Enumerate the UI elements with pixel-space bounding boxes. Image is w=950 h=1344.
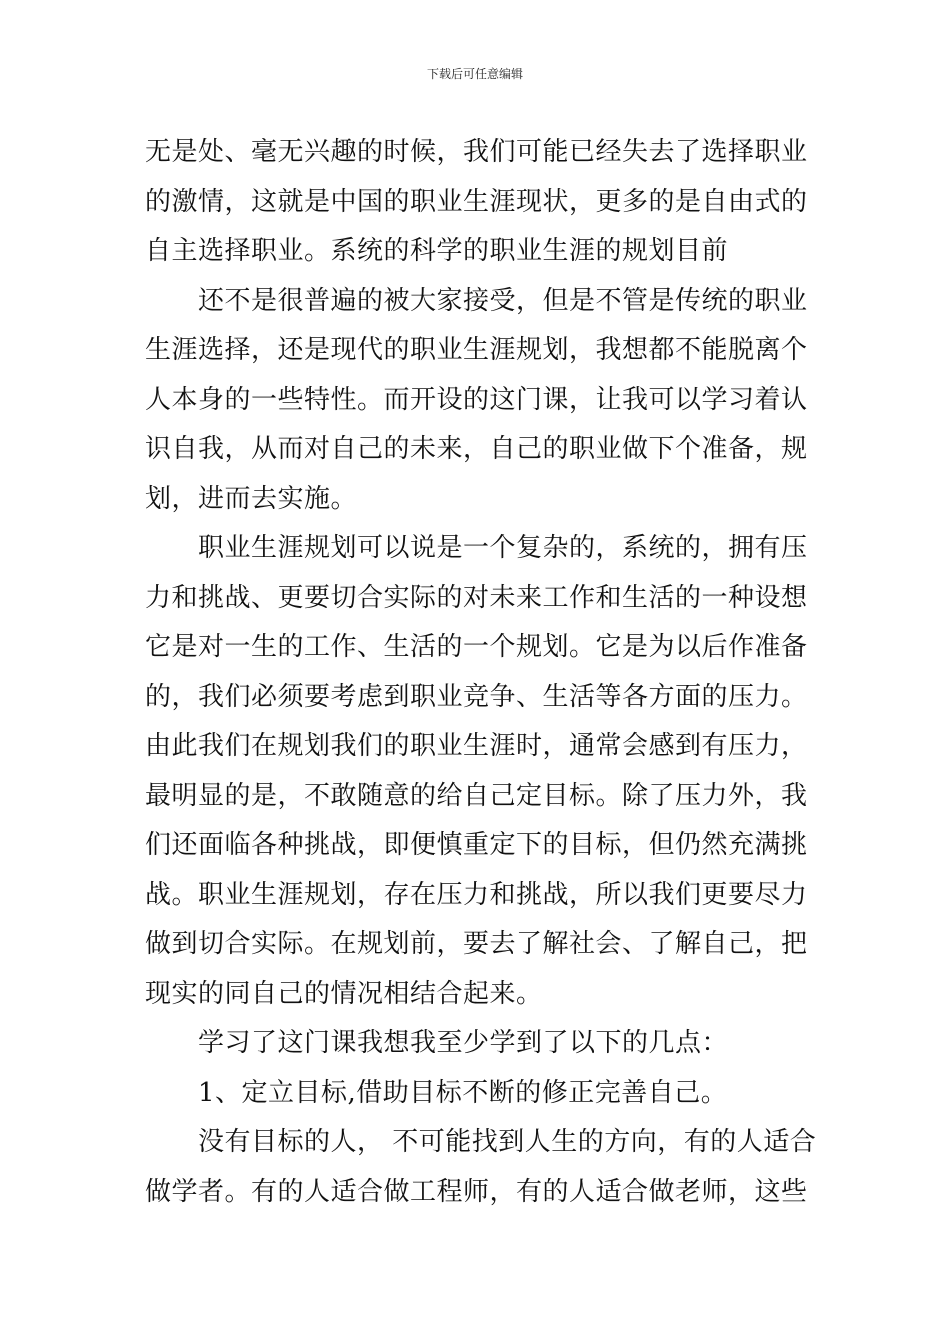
document-body — [145, 128, 817, 1217]
text-line: 无是处、毫无兴趣的时候，我们可能已经失去了选择职业 — [145, 137, 808, 167]
text-line: 划，进而去实施。 — [145, 483, 358, 514]
text-line: 们还面临各种挑战，即便慎重定下的目标，但仍然充满挑 — [145, 830, 808, 860]
text-line: 最明显的是，不敢随意的给自己定目标。除了压力外，我 — [145, 780, 808, 811]
page-header: 下载后可任意编辑 — [426, 67, 523, 81]
text-line: 的激情，这就是中国的职业生涯现状，更多的是自由式的 — [145, 186, 808, 217]
list-item-line: 1、定立目标,借助目标不断的修正完善自己。 — [198, 1077, 728, 1108]
paragraph-start-line: 职业生涯规划可以说是一个复杂的，系统的，拥有压 — [198, 533, 808, 563]
paragraph-start-line: 还不是很普遍的被大家接受，但是不管是传统的职业 — [198, 285, 808, 316]
text-line: 力和挑战、更要切合实际的对未来工作和生活的一种设想 — [145, 582, 808, 613]
text-line: 识自我，从而对自己的未来，自己的职业做下个准备，规 — [145, 434, 808, 464]
text-line: 生涯选择，还是现代的职业生涯规划，我想都不能脱离个 — [145, 335, 808, 365]
text-line: 现实的同自己的情况相结合起来。 — [145, 978, 543, 1009]
text-line: 自主选择职业。系统的科学的职业生涯的规划目前 — [145, 236, 729, 266]
paragraph-start-line: 学习了这门课我想我至少学到了以下的几点： — [198, 1028, 729, 1058]
text-line: 人本身的一些特性。而开设的这门课，让我可以学习着认 — [145, 384, 808, 415]
text-line: 战。职业生涯规划，存在压力和挑战，所以我们更要尽力 — [145, 879, 808, 910]
text-line: 做到切合实际。在规划前，要去了解社会、了解自己，把 — [145, 929, 808, 959]
text-line: 它是对一生的工作、生活的一个规划。它是为以后作准备 — [145, 632, 808, 662]
text-line: 由此我们在规划我们的职业生涯时，通常会感到有压力， — [145, 731, 808, 761]
text-line: 做学者。有的人适合做工程师，有的人适合做老师，这些 — [145, 1176, 808, 1207]
paragraph-start-line: 没有目标的人， 不可能找到人生的方向，有的人适合 — [198, 1127, 817, 1157]
text-line: 的，我们必须要考虑到职业竞争、生活等各方面的压力。 — [145, 681, 808, 712]
